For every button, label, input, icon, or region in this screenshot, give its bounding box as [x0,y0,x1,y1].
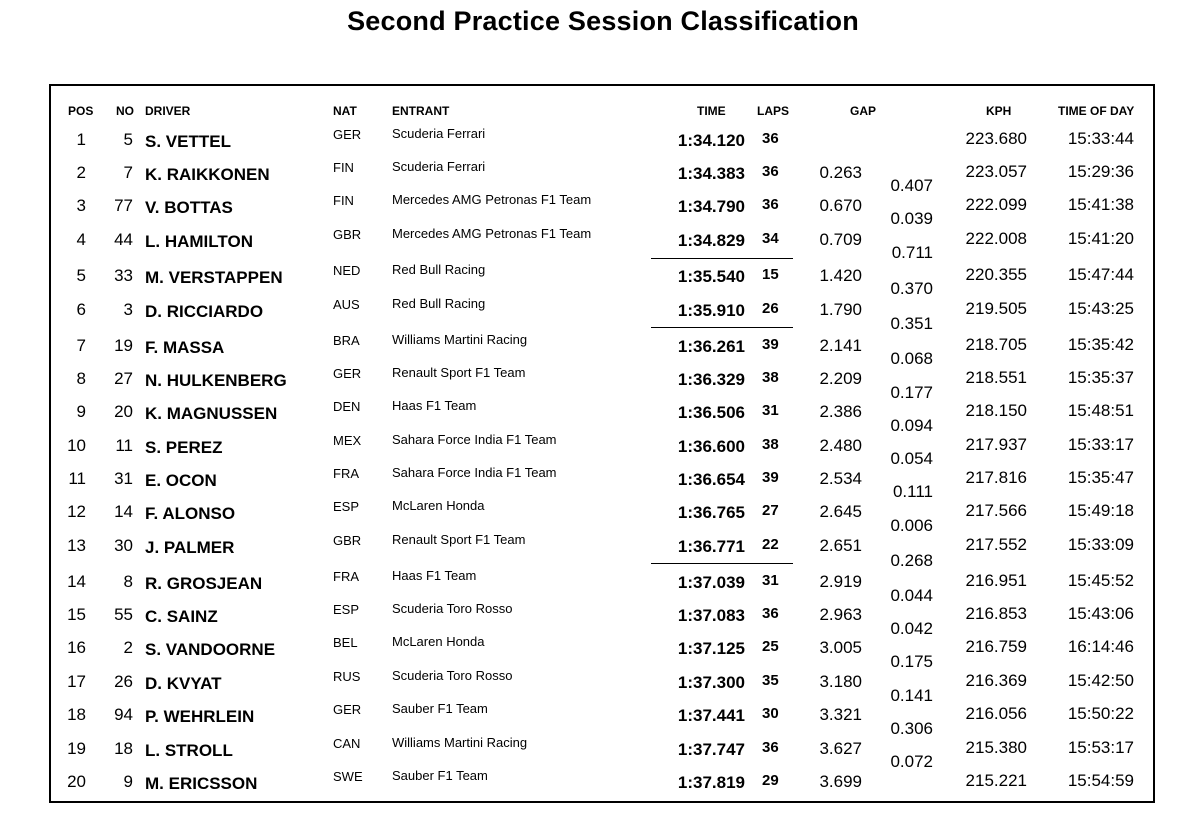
group-separator-line [651,563,793,564]
row-pos: 1 [76,130,86,149]
group-separator-line [651,327,793,328]
row-time: 1:35.540 [677,267,745,286]
row-driver: D. RICCIARDO [145,302,264,321]
table-row [0,666,1200,699]
row-number: 26 [114,672,133,691]
header-no: NO [116,104,134,118]
row-gap: 2.386 [819,402,862,421]
row-entrant: Renault Sport F1 Team [392,532,526,547]
row-number: 11 [115,436,133,455]
row-pos: 13 [67,536,86,555]
row-time-of-day: 16:14:46 [1067,637,1134,656]
row-kph: 217.816 [965,468,1027,487]
row-time: 1:36.600 [677,437,745,456]
table-row [0,632,1200,665]
row-time: 1:36.771 [677,537,745,556]
row-laps: 36 [762,739,779,756]
row-gap: 2.209 [819,369,862,388]
row-nat: DEN [333,399,361,414]
table-row [0,396,1200,429]
row-pos: 7 [76,336,86,355]
row-driver: S. VANDOORNE [145,640,276,659]
row-kph: 215.221 [965,771,1027,790]
row-driver: V. BOTTAS [145,198,233,217]
row-time-of-day: 15:35:37 [1067,368,1134,387]
row-kph: 217.566 [965,501,1027,520]
row-gap: 2.651 [819,536,862,555]
interval-value: 0.370 [890,279,933,298]
row-pos: 19 [67,739,86,758]
row-time-of-day: 15:41:38 [1067,195,1134,214]
row-entrant: Mercedes AMG Petronas F1 Team [392,226,592,241]
row-number: 9 [123,772,133,791]
row-kph: 218.150 [965,401,1027,420]
row-kph: 216.951 [965,571,1027,590]
row-nat: ESP [333,499,360,514]
row-nat: GER [333,702,362,717]
row-time: 1:36.506 [677,403,745,422]
header-pos: POS [68,104,94,118]
row-pos: 8 [76,369,86,388]
row-nat: SWE [333,769,363,784]
row-kph: 222.099 [965,195,1027,214]
row-kph: 216.369 [965,671,1027,690]
row-time-of-day: 15:33:09 [1067,535,1134,554]
header-laps: LAPS [757,104,790,118]
interval-value: 0.072 [890,752,933,771]
row-gap: 2.645 [819,502,862,521]
row-entrant: Scuderia Toro Rosso [392,601,513,616]
row-time: 1:36.765 [677,503,745,522]
row-time-of-day: 15:43:06 [1067,604,1134,623]
header-nat: NAT [333,104,357,118]
table-row [0,430,1200,463]
row-driver: K. MAGNUSSEN [145,404,278,423]
row-laps: 39 [762,469,779,486]
row-laps: 38 [762,369,779,386]
row-laps: 31 [762,572,779,589]
row-kph: 218.705 [965,335,1027,354]
row-gap: 2.963 [819,605,862,624]
table-row [0,294,1200,327]
row-pos: 5 [76,266,86,285]
row-number: 14 [114,502,133,521]
row-number: 20 [114,402,133,421]
row-nat: FRA [333,569,359,584]
row-nat: GBR [333,533,362,548]
row-gap: 2.480 [819,436,862,455]
row-pos: 6 [76,300,86,319]
row-pos: 11 [68,469,86,488]
row-nat: FIN [333,193,354,208]
row-nat: ESP [333,602,360,617]
row-gap: 1.790 [819,300,862,319]
interval-value: 0.407 [890,176,933,195]
row-pos: 4 [76,230,86,249]
row-time-of-day: 15:33:44 [1067,129,1134,148]
row-nat: BRA [333,333,360,348]
table-row [0,733,1200,766]
row-laps: 29 [762,772,779,789]
row-laps: 26 [762,300,779,317]
row-driver: J. PALMER [145,538,235,557]
row-driver: R. GROSJEAN [145,574,263,593]
row-driver: F. ALONSO [145,504,236,523]
row-entrant: Sauber F1 Team [392,701,488,716]
page-title: Second Practice Session Classification [347,6,859,36]
row-number: 19 [114,336,133,355]
row-driver: K. RAIKKONEN [145,165,270,184]
row-laps: 36 [762,605,779,622]
row-entrant: Renault Sport F1 Team [392,365,526,380]
row-driver: L. HAMILTON [145,232,253,251]
row-nat: FIN [333,160,354,175]
interval-value: 0.042 [890,619,933,638]
row-laps: 35 [762,672,779,689]
row-pos: 17 [67,672,86,691]
table-row [0,363,1200,396]
row-laps: 38 [762,436,779,453]
row-driver: D. KVYAT [145,674,222,693]
table-row [0,566,1200,599]
row-pos: 18 [67,705,86,724]
row-time: 1:37.039 [677,573,745,592]
row-driver: P. WEHRLEIN [145,707,255,726]
row-entrant: Scuderia Ferrari [392,159,486,174]
row-gap: 3.180 [819,672,862,691]
row-time: 1:37.441 [677,706,745,725]
row-nat: CAN [333,736,361,751]
interval-value: 0.177 [890,383,933,402]
row-time: 1:37.125 [677,639,745,658]
header-gap: GAP [850,104,877,118]
row-driver: C. SAINZ [145,607,218,626]
row-entrant: Scuderia Toro Rosso [392,668,513,683]
row-pos: 16 [67,638,86,657]
row-number: 94 [114,705,133,724]
interval-value: 0.268 [890,551,933,570]
row-number: 7 [123,163,133,182]
row-nat: GBR [333,227,362,242]
row-gap: 2.919 [819,572,862,591]
interval-value: 0.094 [890,416,933,435]
header-kph: KPH [986,104,1012,118]
row-gap: 0.670 [819,196,862,215]
table-row [0,463,1200,496]
row-gap: 2.141 [819,336,862,355]
row-number: 2 [123,638,133,657]
row-kph: 219.505 [965,299,1027,318]
group-separator-line [651,258,793,259]
interval-value: 0.111 [892,482,933,501]
row-kph: 217.552 [965,535,1027,554]
table-row [0,190,1200,223]
row-kph: 218.551 [965,368,1027,387]
interval-value: 0.141 [890,686,933,705]
row-kph: 216.759 [965,637,1027,656]
row-driver: F. MASSA [145,338,225,357]
row-nat: FRA [333,466,359,481]
row-nat: MEX [333,433,362,448]
row-time: 1:36.261 [677,337,745,356]
table-row [0,330,1200,363]
interval-value: 0.068 [890,349,933,368]
row-time-of-day: 15:41:20 [1067,229,1134,248]
row-time: 1:35.910 [677,301,745,320]
row-time: 1:36.654 [677,470,745,489]
row-number: 77 [114,196,133,215]
row-gap: 1.420 [819,266,862,285]
row-nat: NED [333,263,361,278]
row-driver: N. HULKENBERG [145,371,287,390]
row-pos: 10 [67,436,86,455]
row-time: 1:34.829 [677,231,745,250]
table-row [0,157,1200,190]
row-time-of-day: 15:53:17 [1067,738,1134,757]
row-gap: 0.263 [819,163,862,182]
row-entrant: McLaren Honda [392,498,485,513]
row-entrant: Williams Martini Racing [392,735,528,750]
row-number: 27 [114,369,133,388]
row-number: 31 [114,469,133,488]
header-time-of-day: TIME OF DAY [1058,104,1135,118]
row-kph: 217.937 [965,435,1027,454]
table-row [0,496,1200,529]
row-time-of-day: 15:54:59 [1067,771,1134,790]
row-laps: 27 [762,502,779,519]
row-laps: 36 [762,130,779,147]
row-time-of-day: 15:49:18 [1067,501,1134,520]
row-laps: 36 [762,196,779,213]
row-entrant: Sahara Force India F1 Team [392,465,557,480]
row-entrant: Scuderia Ferrari [392,126,486,141]
interval-value: 0.044 [890,586,933,605]
row-number: 5 [123,130,133,149]
row-entrant: Red Bull Racing [392,262,486,277]
header-driver: DRIVER [145,104,191,118]
header-time: TIME [697,104,726,118]
row-entrant: Sauber F1 Team [392,768,488,783]
interval-value: 0.175 [890,652,933,671]
table-row [0,699,1200,732]
row-laps: 34 [762,230,779,247]
table-row [0,766,1200,799]
row-nat: GER [333,127,362,142]
row-time-of-day: 15:29:36 [1067,162,1134,181]
row-time-of-day: 15:43:25 [1067,299,1134,318]
row-nat: BEL [333,635,358,650]
row-kph: 216.853 [965,604,1027,623]
row-entrant: Haas F1 Team [392,398,477,413]
row-driver: L. STROLL [145,741,233,760]
interval-value: 0.306 [890,719,933,738]
row-entrant: Haas F1 Team [392,568,477,583]
row-gap: 0.709 [819,230,862,249]
row-gap: 2.534 [819,469,862,488]
row-number: 55 [114,605,133,624]
row-laps: 15 [762,266,779,283]
interval-value: 0.039 [890,209,933,228]
row-entrant: McLaren Honda [392,634,485,649]
row-nat: GER [333,366,362,381]
row-pos: 3 [76,196,86,215]
row-time: 1:34.790 [677,197,745,216]
row-kph: 216.056 [965,704,1027,723]
row-time: 1:37.083 [677,606,745,625]
row-gap: 3.005 [819,638,862,657]
row-kph: 215.380 [965,738,1027,757]
row-number: 30 [114,536,133,555]
row-time: 1:37.300 [677,673,745,692]
row-pos: 14 [67,572,86,591]
interval-value: 0.351 [890,314,933,333]
interval-value: 0.006 [890,516,933,535]
row-kph: 222.008 [965,229,1027,248]
row-pos: 9 [76,402,86,421]
header-entrant: ENTRANT [392,104,450,118]
row-time: 1:37.747 [677,740,745,759]
row-gap: 3.627 [819,739,862,758]
row-kph: 223.680 [965,129,1027,148]
row-pos: 15 [67,605,86,624]
row-driver: M. ERICSSON [145,774,258,793]
row-nat: RUS [333,669,361,684]
row-driver: M. VERSTAPPEN [145,268,283,287]
row-kph: 223.057 [965,162,1027,181]
row-number: 8 [123,572,133,591]
row-time-of-day: 15:35:42 [1067,335,1134,354]
row-laps: 31 [762,402,779,419]
row-number: 18 [114,739,133,758]
row-driver: S. PEREZ [145,438,223,457]
row-entrant: Red Bull Racing [392,296,486,311]
row-kph: 220.355 [965,265,1027,284]
row-time-of-day: 15:48:51 [1067,401,1134,420]
row-time: 1:36.329 [677,370,745,389]
row-time-of-day: 15:47:44 [1067,265,1134,284]
row-laps: 36 [762,163,779,180]
table-row [0,124,1200,157]
row-number: 33 [114,266,133,285]
row-pos: 2 [76,163,86,182]
table-row [0,224,1200,257]
row-pos: 12 [67,502,86,521]
row-pos: 20 [67,772,86,791]
row-time: 1:34.383 [677,164,745,183]
row-laps: 22 [762,536,779,553]
row-laps: 39 [762,336,779,353]
row-time-of-day: 15:33:17 [1067,435,1134,454]
row-laps: 30 [762,705,779,722]
table-row [0,599,1200,632]
row-number: 3 [123,300,133,319]
row-gap: 3.699 [819,772,862,791]
interval-value: 0.054 [890,449,933,468]
row-time: 1:34.120 [677,131,745,150]
row-nat: AUS [333,297,360,312]
row-time-of-day: 15:35:47 [1067,468,1134,487]
row-time-of-day: 15:50:22 [1067,704,1134,723]
row-time: 1:37.819 [677,773,745,792]
row-entrant: Sahara Force India F1 Team [392,432,557,447]
row-gap: 3.321 [819,705,862,724]
row-driver: E. OCON [145,471,217,490]
row-time-of-day: 15:45:52 [1067,571,1134,590]
table-row [0,260,1200,293]
row-time-of-day: 15:42:50 [1067,671,1134,690]
row-driver: S. VETTEL [145,132,231,151]
row-laps: 25 [762,638,779,655]
interval-value: 0.711 [891,243,933,262]
row-entrant: Mercedes AMG Petronas F1 Team [392,192,592,207]
table-row [0,530,1200,563]
row-entrant: Williams Martini Racing [392,332,528,347]
row-number: 44 [114,230,133,249]
